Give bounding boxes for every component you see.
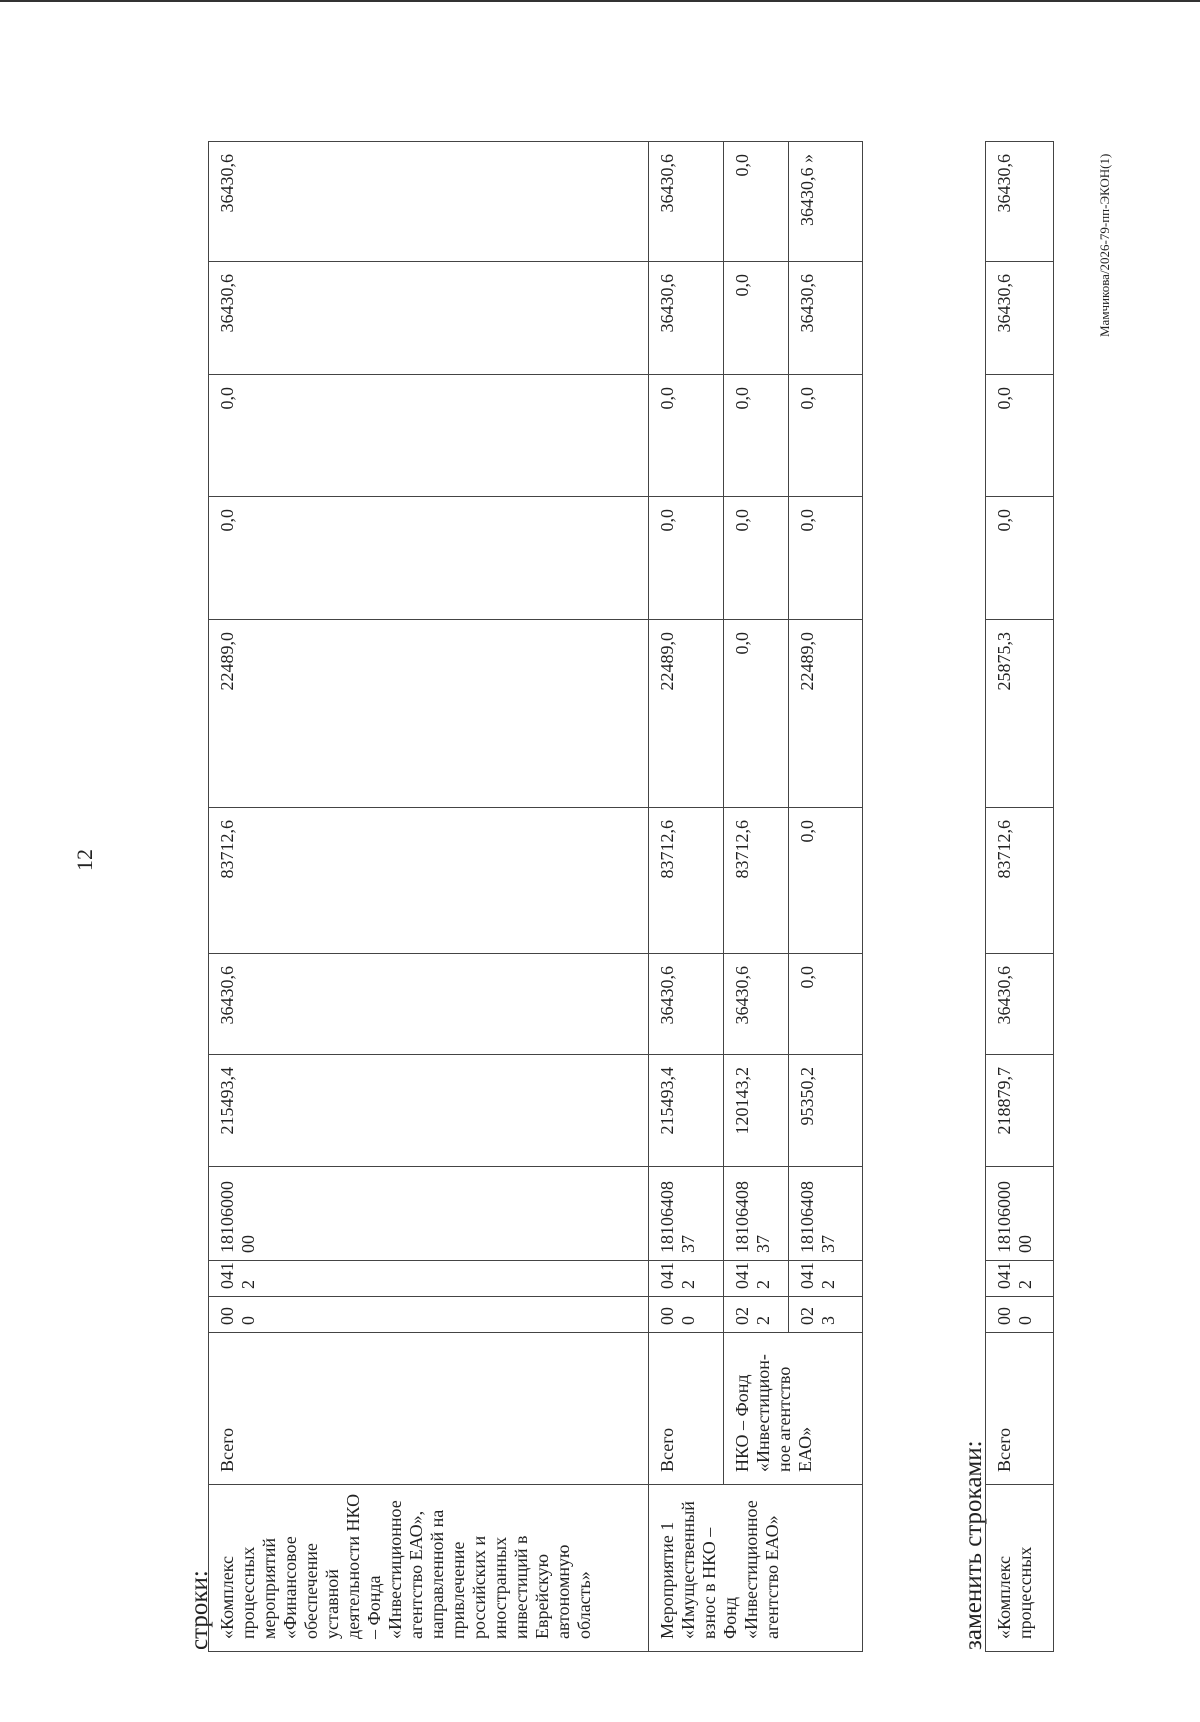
name-cell: «Комплекс процессных мероприятий «Финансовое обеспечение уставной деятельности НКО – Фонда «Инвестиционное агентство ЕАО», направленной на привлечение российских и иностранных инвестиций в Еврейскую автономную область» xyxy=(209,1485,649,1652)
value-cell: 22489,0 xyxy=(209,620,649,808)
value-cell: 0,0 xyxy=(986,497,1054,620)
code-cell: 02 2 xyxy=(724,1297,789,1333)
value-cell: 36430,6 xyxy=(649,142,724,262)
caption-replace: заменить строками: xyxy=(960,1440,987,1650)
table-row-complex xyxy=(209,142,649,1652)
value-cell: 22489,0 xyxy=(649,620,724,808)
value-cell: 36430,6 xyxy=(724,954,789,1055)
value-cell: 36430,6 xyxy=(209,142,649,262)
value-cell: 36430,6 xyxy=(209,262,649,375)
value-cell: 0,0 xyxy=(724,620,789,808)
value-cell: 0,0 xyxy=(649,497,724,620)
code-cell: 18106000 00 xyxy=(209,1167,649,1261)
value-cell: 0,0 xyxy=(789,808,863,954)
value-cell: 0,0 xyxy=(724,262,789,375)
code-cell: 00 0 xyxy=(209,1297,649,1333)
value-cell: 36430,6 xyxy=(649,262,724,375)
value-cell: 0,0 xyxy=(209,497,649,620)
value-cell: 215493,4 xyxy=(209,1055,649,1167)
value-cell: 0,0 xyxy=(789,954,863,1055)
value-cell: 0,0 xyxy=(789,497,863,620)
value-cell: 95350,2 xyxy=(789,1055,863,1167)
value-cell: 36430,6 xyxy=(986,142,1054,262)
code-cell: 18106408 37 xyxy=(789,1167,863,1261)
value-cell: 0,0 xyxy=(724,497,789,620)
document-footer-code: Мамчикова/2026-79-пп-ЭКОН(1) xyxy=(1097,153,1112,337)
name-cell: «Комплекс процессных xyxy=(986,1485,1054,1652)
code-cell: 041 2 xyxy=(724,1261,789,1297)
code-cell: 041 2 xyxy=(789,1261,863,1297)
executor-cell: Всего xyxy=(986,1333,1054,1485)
value-cell: 83712,6 xyxy=(724,808,789,954)
value-cell: 36430,6 xyxy=(986,954,1054,1055)
value-cell: 83712,6 xyxy=(649,808,724,954)
value-cell: 83712,6 xyxy=(209,808,649,954)
table-row-executor xyxy=(724,142,789,1652)
page-number: 12 xyxy=(72,849,97,871)
budget-table-new xyxy=(985,141,1054,1652)
executor-cell: НКО – Фонд «Инвестицион-ное агентство ЕАО» xyxy=(724,1333,863,1485)
value-cell: 0,0 xyxy=(724,375,789,497)
value-cell: 218879,7 xyxy=(986,1055,1054,1167)
value-cell: 36430,6 xyxy=(649,954,724,1055)
value-cell: 0,0 xyxy=(986,375,1054,497)
table-row-complex xyxy=(986,142,1054,1652)
value-cell: 36430,6 xyxy=(209,954,649,1055)
code-cell: 041 2 xyxy=(209,1261,649,1297)
code-cell: 041 2 xyxy=(649,1261,724,1297)
value-cell: 0,0 xyxy=(209,375,649,497)
value-cell: 83712,6 xyxy=(986,808,1054,954)
value-cell: 0,0 xyxy=(789,375,863,497)
caption-rows: строки: xyxy=(186,1570,213,1650)
code-cell: 18106408 37 xyxy=(649,1167,724,1261)
budget-table-old xyxy=(208,141,863,1652)
value-cell: 36430,6 » xyxy=(789,142,863,262)
code-cell: 00 0 xyxy=(986,1297,1054,1333)
name-cell: Мероприятие 1 «Имущественный взнос в НКО – Фонд «Инвестиционное агентство ЕАО» xyxy=(649,1485,863,1652)
table-row-measure xyxy=(649,142,724,1652)
value-cell: 0,0 xyxy=(724,142,789,262)
code-cell: 18106000 00 xyxy=(986,1167,1054,1261)
executor-cell: Всего xyxy=(209,1333,649,1485)
value-cell: 120143,2 xyxy=(724,1055,789,1167)
code-cell: 02 3 xyxy=(789,1297,863,1333)
value-cell: 215493,4 xyxy=(649,1055,724,1167)
code-cell: 041 2 xyxy=(986,1261,1054,1297)
value-cell: 36430,6 xyxy=(789,262,863,375)
code-cell: 18106408 37 xyxy=(724,1167,789,1261)
executor-cell: Всего xyxy=(649,1333,724,1485)
value-cell: 36430,6 xyxy=(986,262,1054,375)
value-cell: 22489,0 xyxy=(789,620,863,808)
code-cell: 00 0 xyxy=(649,1297,724,1333)
value-cell: 25875,3 xyxy=(986,620,1054,808)
value-cell: 0,0 xyxy=(649,375,724,497)
